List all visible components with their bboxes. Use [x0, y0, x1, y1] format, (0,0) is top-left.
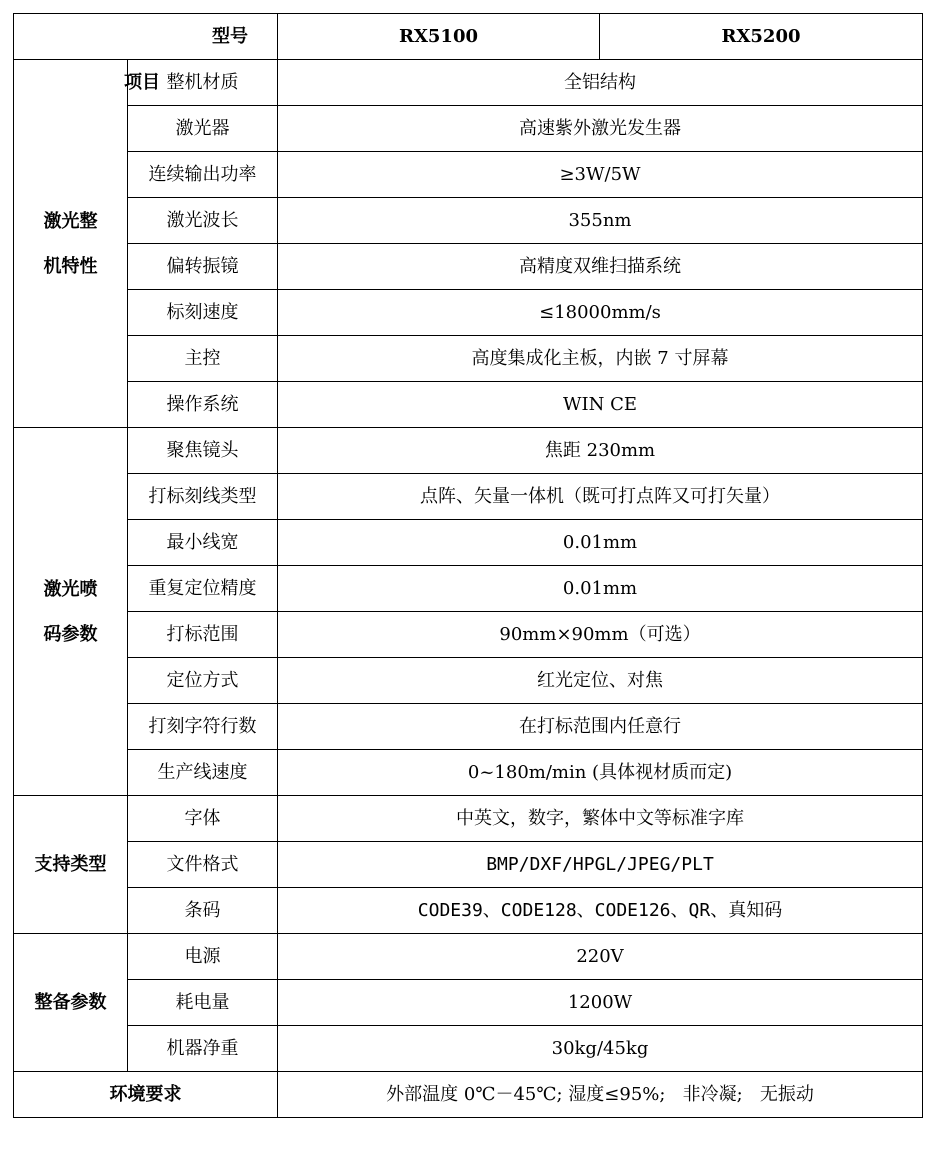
- value-cell: WIN CE: [278, 382, 923, 428]
- table-row: [14, 106, 923, 152]
- value-cell: 焦距 230mm: [278, 428, 923, 474]
- value-cell: 红光定位、对焦: [278, 658, 923, 704]
- table-row: [14, 842, 923, 888]
- value-cell: 0~180m/min (具体视材质而定): [278, 750, 923, 796]
- value-cell: 0.01mm: [278, 520, 923, 566]
- item-cell: 耗电量: [128, 980, 278, 1026]
- table-row: [14, 198, 923, 244]
- table-row: [14, 428, 923, 474]
- value-cell: 中英文，数字，繁体中文等标准字库: [278, 796, 923, 842]
- table-row: [14, 658, 923, 704]
- item-cell: 最小线宽: [128, 520, 278, 566]
- item-cell: 连续输出功率: [128, 152, 278, 198]
- table-row: [14, 612, 923, 658]
- group-label: 整备参数: [14, 934, 128, 1072]
- value-cell: 高度集成化主板，内嵌 7 寸屏幕: [278, 336, 923, 382]
- spec-table: [13, 13, 923, 1118]
- model-header-label: 型号: [212, 26, 248, 47]
- group-label: [14, 60, 128, 428]
- table-row: [14, 290, 923, 336]
- item-cell: 偏转振镜: [128, 244, 278, 290]
- item-cell: 重复定位精度: [128, 566, 278, 612]
- value-cell: 90mm×90mm（可选）: [278, 612, 923, 658]
- table-row: [14, 796, 923, 842]
- value-cell: CODE39、CODE128、CODE126、QR、真知码: [278, 888, 923, 934]
- item-cell: 机器净重: [128, 1026, 278, 1072]
- item-cell: 打标范围: [128, 612, 278, 658]
- item-cell: 激光器: [128, 106, 278, 152]
- table-row: [14, 520, 923, 566]
- table-row: [14, 382, 923, 428]
- header-row: [14, 14, 923, 60]
- value-cell: 1200W: [278, 980, 923, 1026]
- model-name-rx5200: RX5200: [600, 14, 923, 60]
- item-cell: 定位方式: [128, 658, 278, 704]
- item-cell: 操作系统: [128, 382, 278, 428]
- item-cell: 标刻速度: [128, 290, 278, 336]
- table-row: [14, 474, 923, 520]
- value-cell: 高精度双维扫描系统: [278, 244, 923, 290]
- table-row: [14, 750, 923, 796]
- item-cell: 激光波长: [128, 198, 278, 244]
- value-cell: BMP/DXF/HPGL/JPEG/PLT: [278, 842, 923, 888]
- table-row: [14, 980, 923, 1026]
- item-cell: 主控: [128, 336, 278, 382]
- value-cell: 全铝结构: [278, 60, 923, 106]
- item-cell: 字体: [128, 796, 278, 842]
- item-cell: 聚焦镜头: [128, 428, 278, 474]
- environment-row: [14, 1072, 923, 1118]
- item-cell: 条码: [128, 888, 278, 934]
- value-cell: ≥3W/5W: [278, 152, 923, 198]
- value-cell: 0.01mm: [278, 566, 923, 612]
- item-cell: 文件格式: [128, 842, 278, 888]
- value-cell: 355nm: [278, 198, 923, 244]
- item-cell: 生产线速度: [128, 750, 278, 796]
- value-cell: 高速紫外激光发生器: [278, 106, 923, 152]
- item-header-label: 项目: [124, 72, 160, 93]
- table-row: [14, 336, 923, 382]
- table-row: [14, 244, 923, 290]
- table-row: [14, 152, 923, 198]
- value-cell: 30kg/45kg: [278, 1026, 923, 1072]
- environment-label: 环境要求: [14, 1072, 278, 1118]
- table-row: [14, 704, 923, 750]
- value-cell: ≤18000mm/s: [278, 290, 923, 336]
- table-row: [14, 1026, 923, 1072]
- group-name: 激光整机特性: [43, 210, 98, 277]
- item-cell: 打标刻线类型: [128, 474, 278, 520]
- table-row: [14, 566, 923, 612]
- group-label: [14, 428, 128, 796]
- item-cell: 整机材质: [128, 60, 278, 106]
- item-cell: 打刻字符行数: [128, 704, 278, 750]
- group-label: 支持类型: [14, 796, 128, 934]
- value-cell: 220V: [278, 934, 923, 980]
- value-cell: 在打标范围内任意行: [278, 704, 923, 750]
- model-name-rx5100: RX5100: [278, 14, 600, 60]
- table-row: [14, 888, 923, 934]
- item-cell: 电源: [128, 934, 278, 980]
- environment-value: 外部温度 0℃－45℃; 湿度≤95%; 非冷凝; 无振动: [278, 1072, 923, 1118]
- group-name: 激光喷码参数: [43, 578, 98, 645]
- table-row: [14, 934, 923, 980]
- value-cell: 点阵、矢量一体机（既可打点阵又可打矢量）: [278, 474, 923, 520]
